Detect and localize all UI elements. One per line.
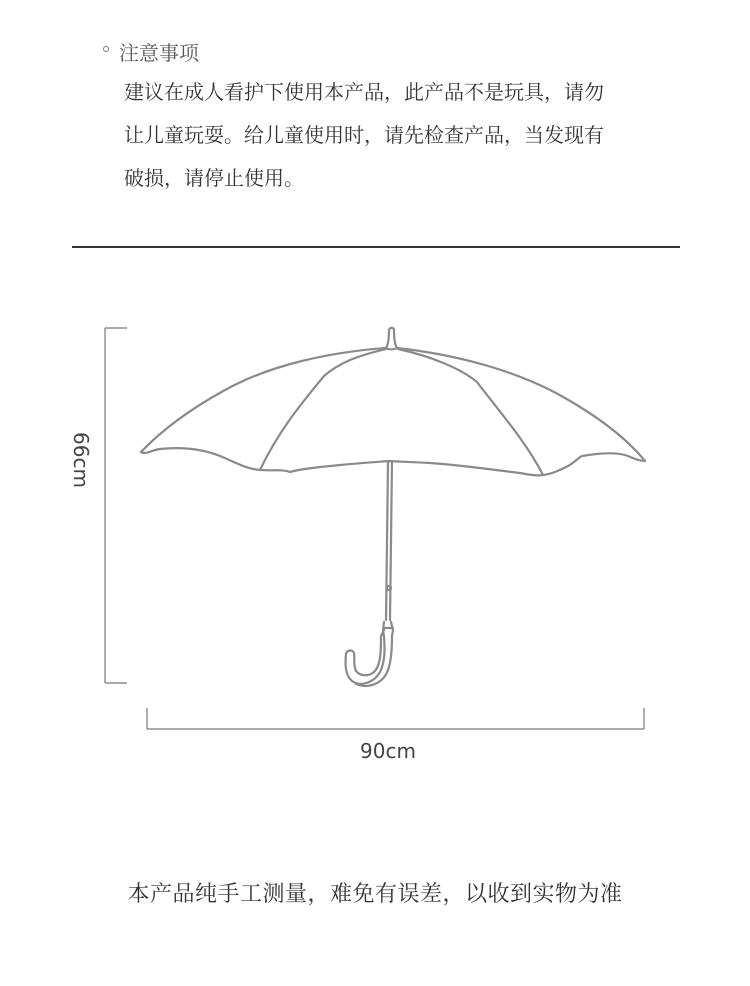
umbrella-tip <box>386 328 397 348</box>
notice-line: 破损，请停止使用。 <box>124 166 304 190</box>
umbrella-handle <box>356 622 393 686</box>
height-bracket <box>105 328 127 683</box>
notice-line: 让儿童玩耍。给儿童使用时，请先检查产品，当发现有 <box>124 123 604 147</box>
umbrella-icon <box>141 328 645 686</box>
height-label: 66cm <box>69 432 93 488</box>
umbrella-shaft <box>386 462 388 620</box>
umbrella-rib <box>398 349 543 475</box>
umbrella-canopy <box>141 348 645 475</box>
umbrella-handle <box>346 622 385 684</box>
notice-heading-text: 注意事项 <box>119 41 199 65</box>
notice-line: 建议在成人看护下使用本产品，此产品不是玩具，请勿 <box>124 80 604 104</box>
umbrella-runner <box>387 586 391 590</box>
umbrella-shaft <box>390 462 392 620</box>
footer-note: 本产品纯手工测量，难免有误差，以收到实物为准 <box>127 882 623 907</box>
width-bracket <box>147 708 644 729</box>
width-label: 90cm <box>360 739 416 763</box>
